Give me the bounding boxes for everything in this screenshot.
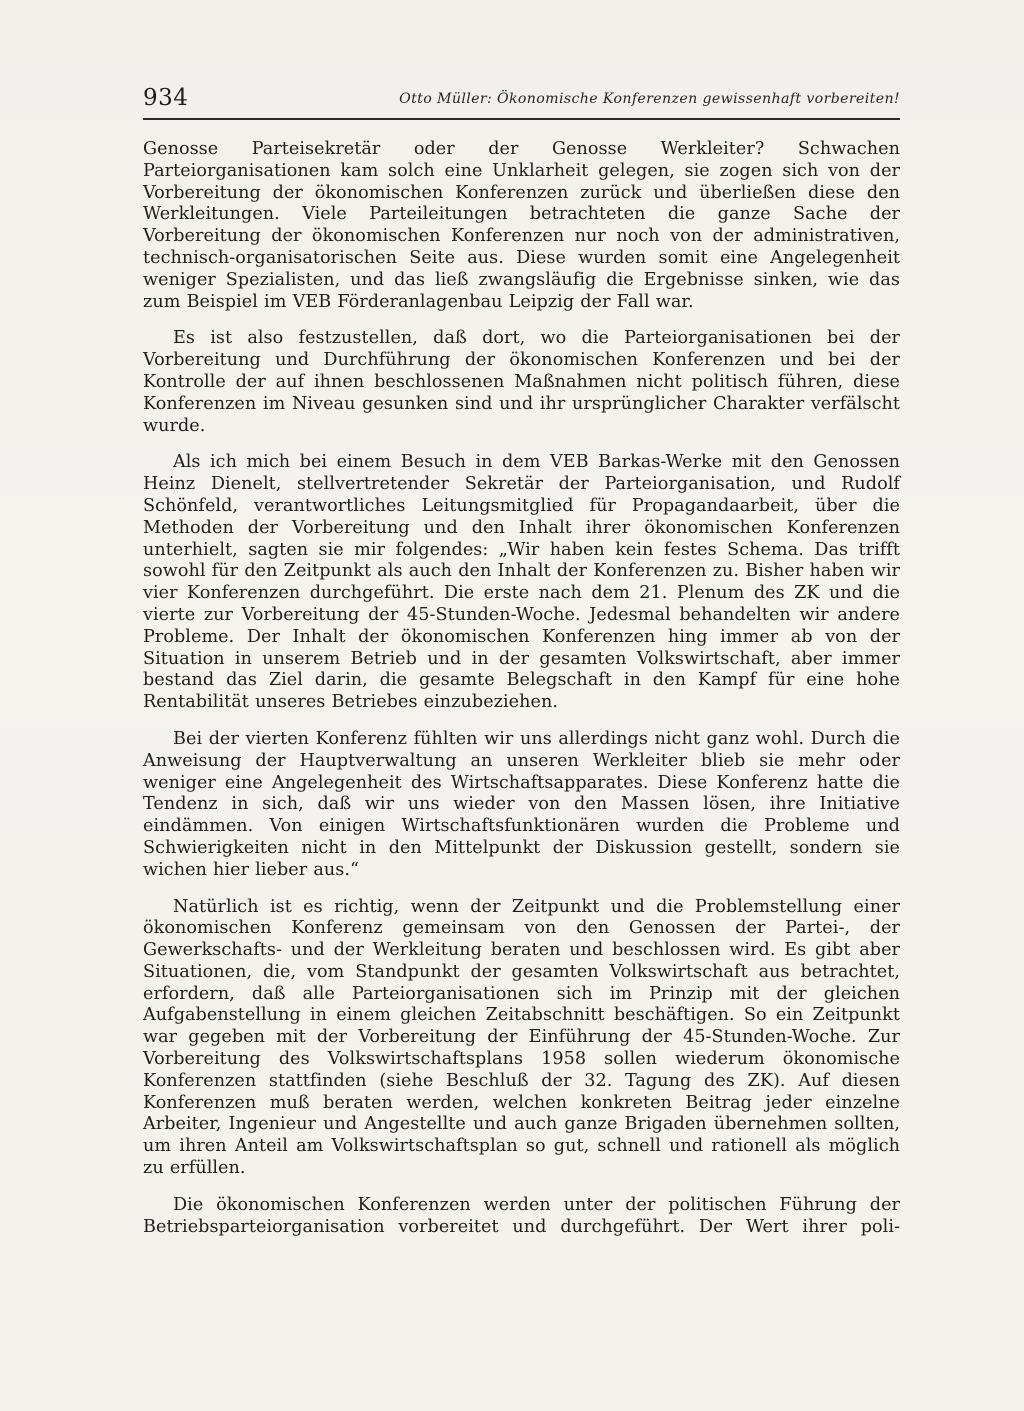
paragraph-2: Es ist also festzustellen, daß dort, wo die Parteiorganisationen bei der Vorbereitung und Durchführung der ökonomischen Konferenzen und bei der Kontrolle der auf ihnen beschlossenen Maßnahmen nicht politisch führen, diese Konferenzen im Niveau gesunken sind und ihr ursprünglicher Charakter verfälscht wurde. — [143, 328, 900, 436]
page-number: 934 — [143, 85, 189, 111]
paragraph-6: Die ökonomischen Konferenzen werden unter der politischen Führung der Betriebsparteiorganisation vorbereitet und durchgeführt. Der Wert ihrer poli- — [143, 1194, 900, 1237]
paragraph-1: Genosse Parteisekretär oder der Genosse Werkleiter? Schwachen Parteiorganisationen kam solch eine Unklarheit gelegen, sie zogen sich von der Vorbereitung der ökonomischen Konferenzen zurück und überließen diese den Werkleitungen. Viele Parteileitungen betrachteten die ganze Sache der Vorbereitung der ökonomischen Konferenzen nur noch von der administrativen, technisch-organisatorischen Seite aus. Diese wurden somit eine Angelegenheit weniger Spezialisten, und das ließ zwangsläufig die Ergebnisse sinken, wie das zum Beispiel im VEB Förderanlagenbau Leipzig der Fall war. — [143, 139, 900, 312]
paragraph-4: Bei der vierten Konferenz fühlten wir uns allerdings nicht ganz wohl. Durch die Anweisung der Hauptverwaltung an unseren Werkleiter blieb sie mehr oder weniger eine Angelegenheit des Wirtschaftsapparates. Diese Konferenz hatte die Tendenz in sich, daß wir uns wieder von den Massen lösen, ihre Initiative eindämmen. Von einigen Wirtschaftsfunktionären wurden die Probleme und Schwierigkeiten nicht in den Mittelpunkt der Diskussion gestellt, sondern sie wichen hier lieber aus.“ — [143, 728, 900, 880]
body-text — [143, 139, 900, 1238]
running-title: Otto Müller: Ökonomische Konferenzen gewissenhaft vorbereiten! — [399, 91, 900, 107]
paragraph-3: Als ich mich bei einem Besuch in dem VEB Barkas-Werke mit den Genossen Heinz Dienelt, stellvertretender Sekretär der Parteiorganisation, und Rudolf Schönfeld, verantwortliches Leitungsmitglied für Propagandaarbeit, über die Methoden der Vorbereitung und den Inhalt ihrer ökonomischen Konferenzen unterhielt, sagten sie mir folgendes: „Wir haben kein festes Schema. Das trifft sowohl für den Zeitpunkt als auch den Inhalt der Konferenzen zu. Bisher haben wir vier Konferenzen durchgeführt. Die erste nach dem 21. Plenum des ZK und die vierte zur Vorbereitung der 45-Stunden-Woche. Jedesmal behandelten wir andere Probleme. Der Inhalt der ökonomischen Konferenzen hing immer ab von der Situation in unserem Betrieb und in der gesamten Volkswirtschaft, aber immer bestand das Ziel darin, die gesamte Belegschaft in den Kampf für eine hohe Rentabilität unseres Betriebes einzubeziehen. — [143, 452, 900, 713]
paragraph-5: Natürlich ist es richtig, wenn der Zeitpunkt und die Problemstellung einer ökonomischen Konferenz gemeinsam von den Genossen der Partei-, der Gewerkschafts- und der Werkleitung beraten und beschlossen wird. Es gibt aber Situationen, die, vom Standpunkt der gesamten Volkswirtschaft aus betrachtet, erfordern, daß alle Parteiorganisationen sich im Prinzip mit der gleichen Aufgabenstellung in einem gleichen Zeitabschnitt beschäftigen. So ein Zeitpunkt war gegeben mit der Vorbereitung der Einführung der 45-Stunden-Woche. Zur Vorbereitung des Volkswirtschaftsplans 1958 sollen wiederum ökonomische Konferenzen stattfinden (siehe Beschluß der 32. Tagung des ZK). Auf diesen Konferenzen muß beraten werden, welchen konkreten Beitrag jeder einzelne Arbeiter, Ingenieur und Angestellte und auch ganze Brigaden übernehmen sollten, um ihren Anteil am Volkswirtschaftsplan so gut, schnell und rationell als möglich zu erfüllen. — [143, 896, 900, 1179]
page-header — [143, 84, 900, 120]
